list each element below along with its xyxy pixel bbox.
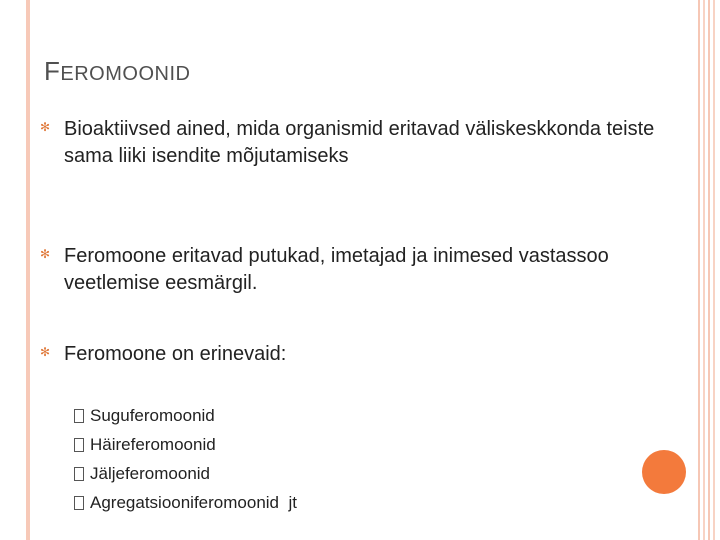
gear-bullet-icon: ✻ [40, 247, 51, 261]
bullet-item-1 [40, 116, 660, 170]
sub-item-text: Häireferomoonid [90, 435, 216, 454]
sub-item-4 [74, 488, 297, 517]
sub-item-1 [74, 401, 215, 430]
bullet-text-3: Feromoone on erinevaid: [64, 343, 287, 365]
title-rest: EROMOONID [60, 63, 191, 85]
orange-circle-decoration [642, 450, 686, 494]
bullet-item-3 [40, 341, 660, 368]
left-decorative-border [26, 0, 30, 540]
checkbox-bullet-icon [74, 467, 84, 481]
slide-title [44, 56, 190, 87]
sub-item-text: Suguferomoonid [90, 406, 215, 425]
bullet-item-2 [40, 243, 660, 297]
sub-item-3 [74, 459, 210, 488]
right-decorative-stripes [696, 0, 720, 540]
bullet-text-2: Feromoone eritavad putukad, imetajad ja inimesed vastassoo veetlemise eesmärgil. [64, 245, 609, 294]
bullet-text-1: Bioaktiivsed ained, mida organismid eritavad väliskeskkonda teiste sama liiki isendite mõjutamiseks [64, 118, 655, 167]
title-capital: F [44, 56, 61, 86]
checkbox-bullet-icon [74, 409, 84, 423]
gear-bullet-icon: ✻ [40, 345, 51, 359]
checkbox-bullet-icon [74, 496, 84, 510]
gear-bullet-icon: ✻ [40, 120, 51, 134]
sub-item-2 [74, 430, 216, 459]
sub-item-text: Agregatsiooniferomoonid jt [90, 493, 297, 512]
sub-item-text: Jäljeferomoonid [90, 464, 211, 483]
checkbox-bullet-icon [74, 438, 84, 452]
